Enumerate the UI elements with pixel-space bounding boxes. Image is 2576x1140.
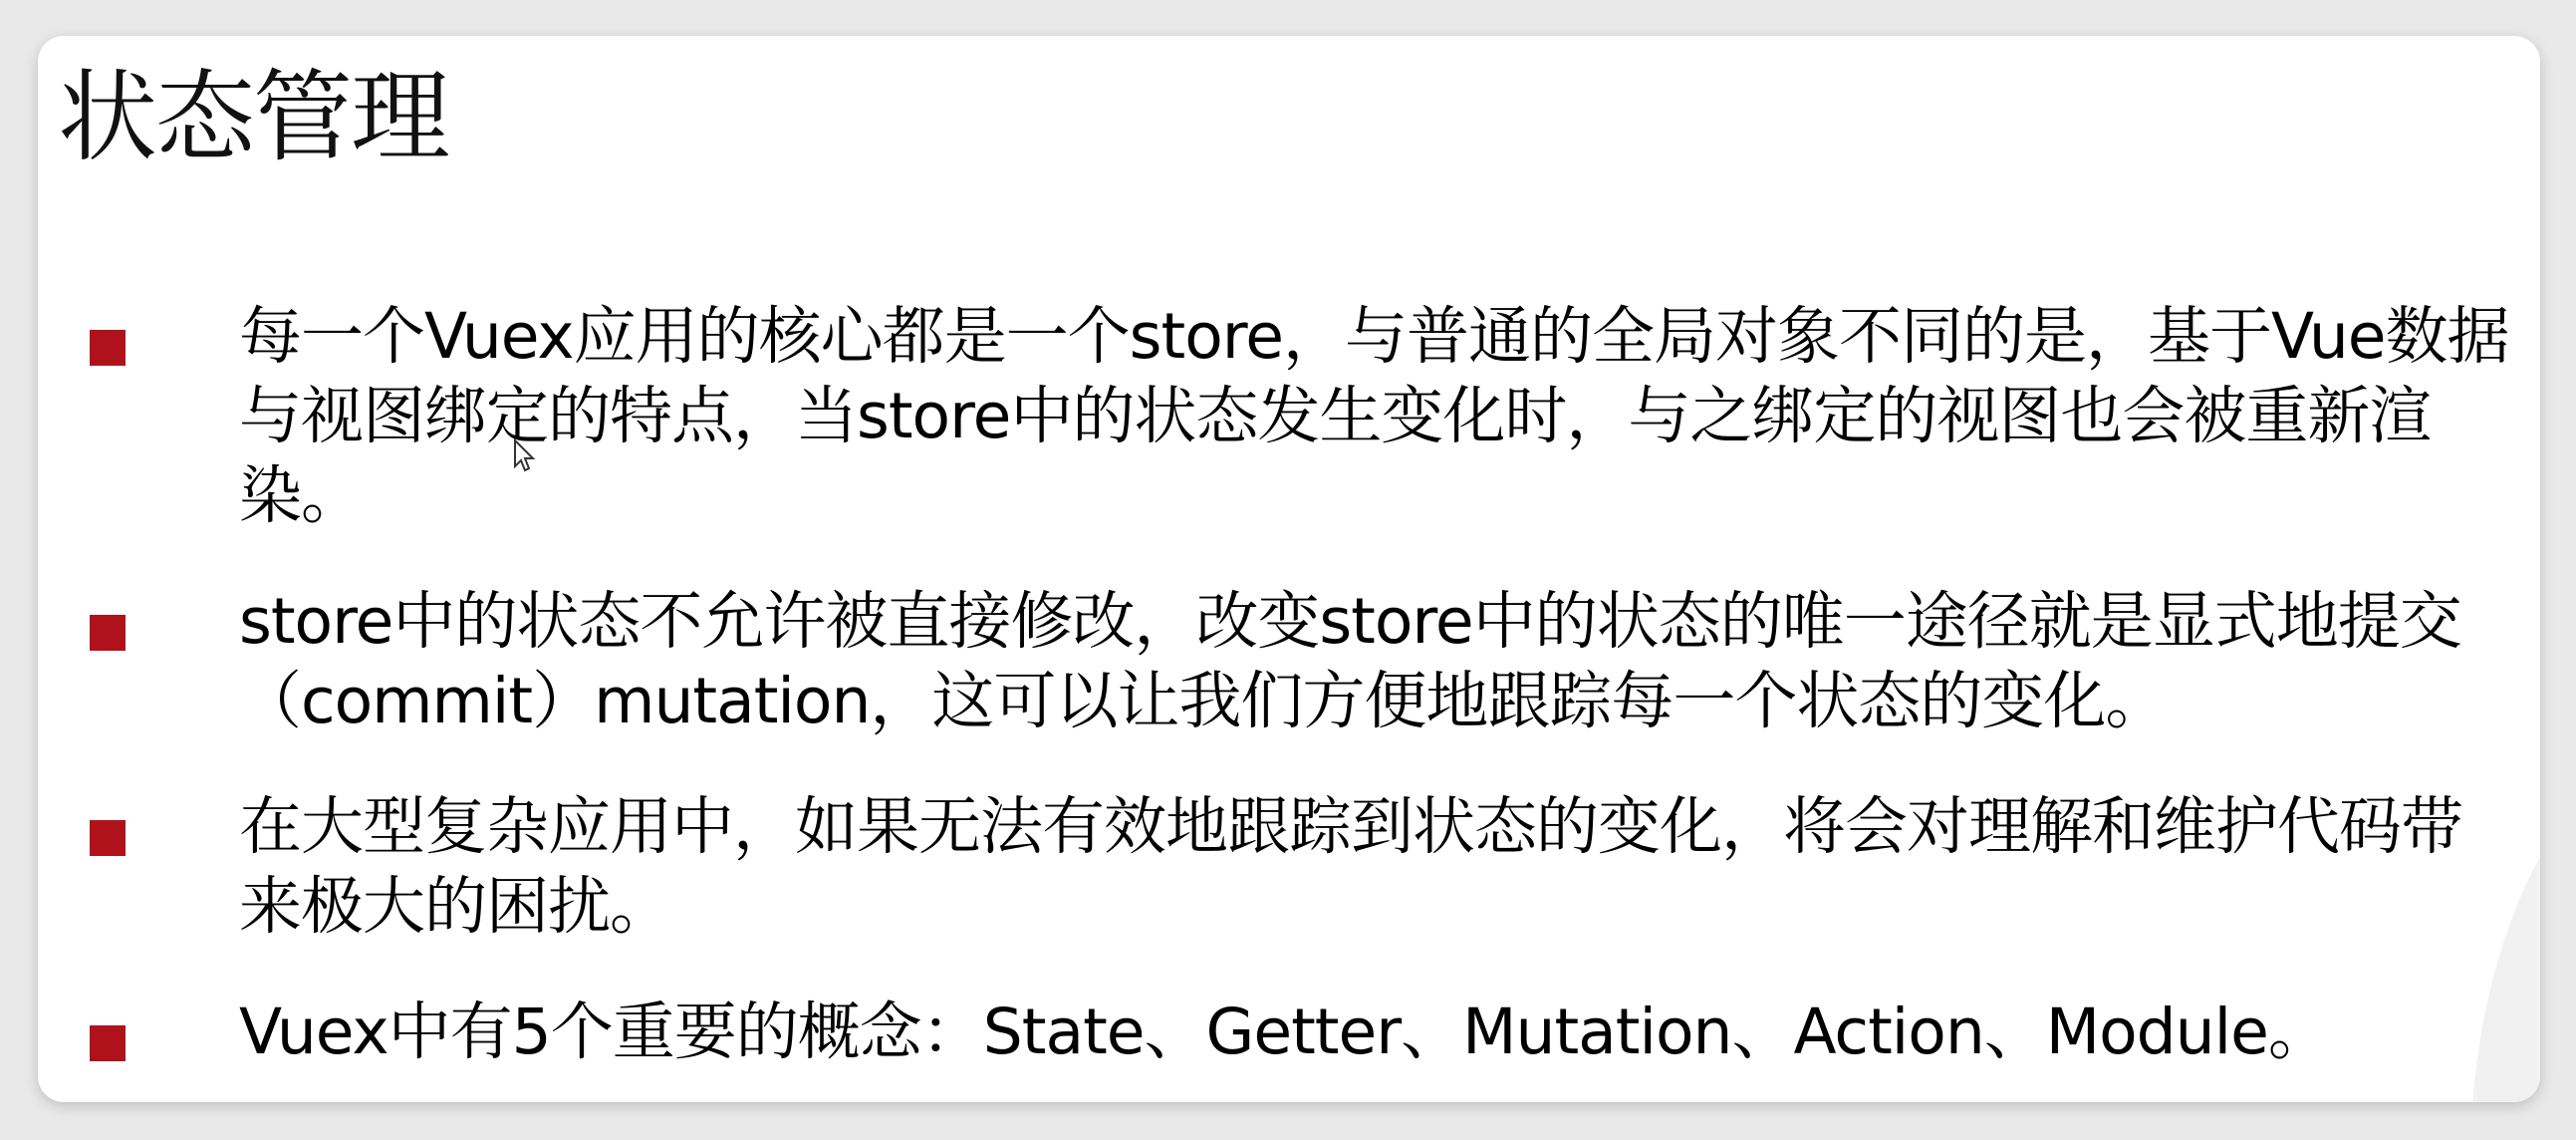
bullet-item: [90, 993, 2520, 1072]
mouse-cursor-icon: [513, 438, 537, 472]
square-bullet-icon: [90, 820, 126, 856]
bullet-text: 每一个Vuex应用的核心都是一个store，与普通的全局对象不同的是，基于Vue数据与视图绑定的特点，当store中的状态发生变化时，与之绑定的视图也会被重新渲染。: [239, 300, 2509, 532]
bullet-item: [90, 297, 2520, 536]
bullet-text: 在大型复杂应用中，如果无法有效地跟踪到状态的变化，将会对理解和维护代码带来极大的困扰。: [239, 790, 2462, 943]
bullet-text: Vuex中有5个重要的概念：State、Getter、Mutation、Action、Module。: [239, 996, 2330, 1068]
slide-title: 状态管理: [58, 59, 448, 175]
bullet-item: [90, 582, 2520, 741]
slide: [38, 36, 2540, 1102]
bullet-list: [90, 297, 2520, 1072]
square-bullet-icon: [90, 1025, 126, 1061]
square-bullet-icon: [90, 330, 126, 366]
square-bullet-icon: [90, 615, 126, 651]
bullet-item: [90, 787, 2520, 947]
bullet-text: store中的状态不允许被直接修改，改变store中的状态的唯一途径就是显式地提交（commit）mutation，这可以让我们方便地跟踪每一个状态的变化。: [239, 585, 2461, 737]
